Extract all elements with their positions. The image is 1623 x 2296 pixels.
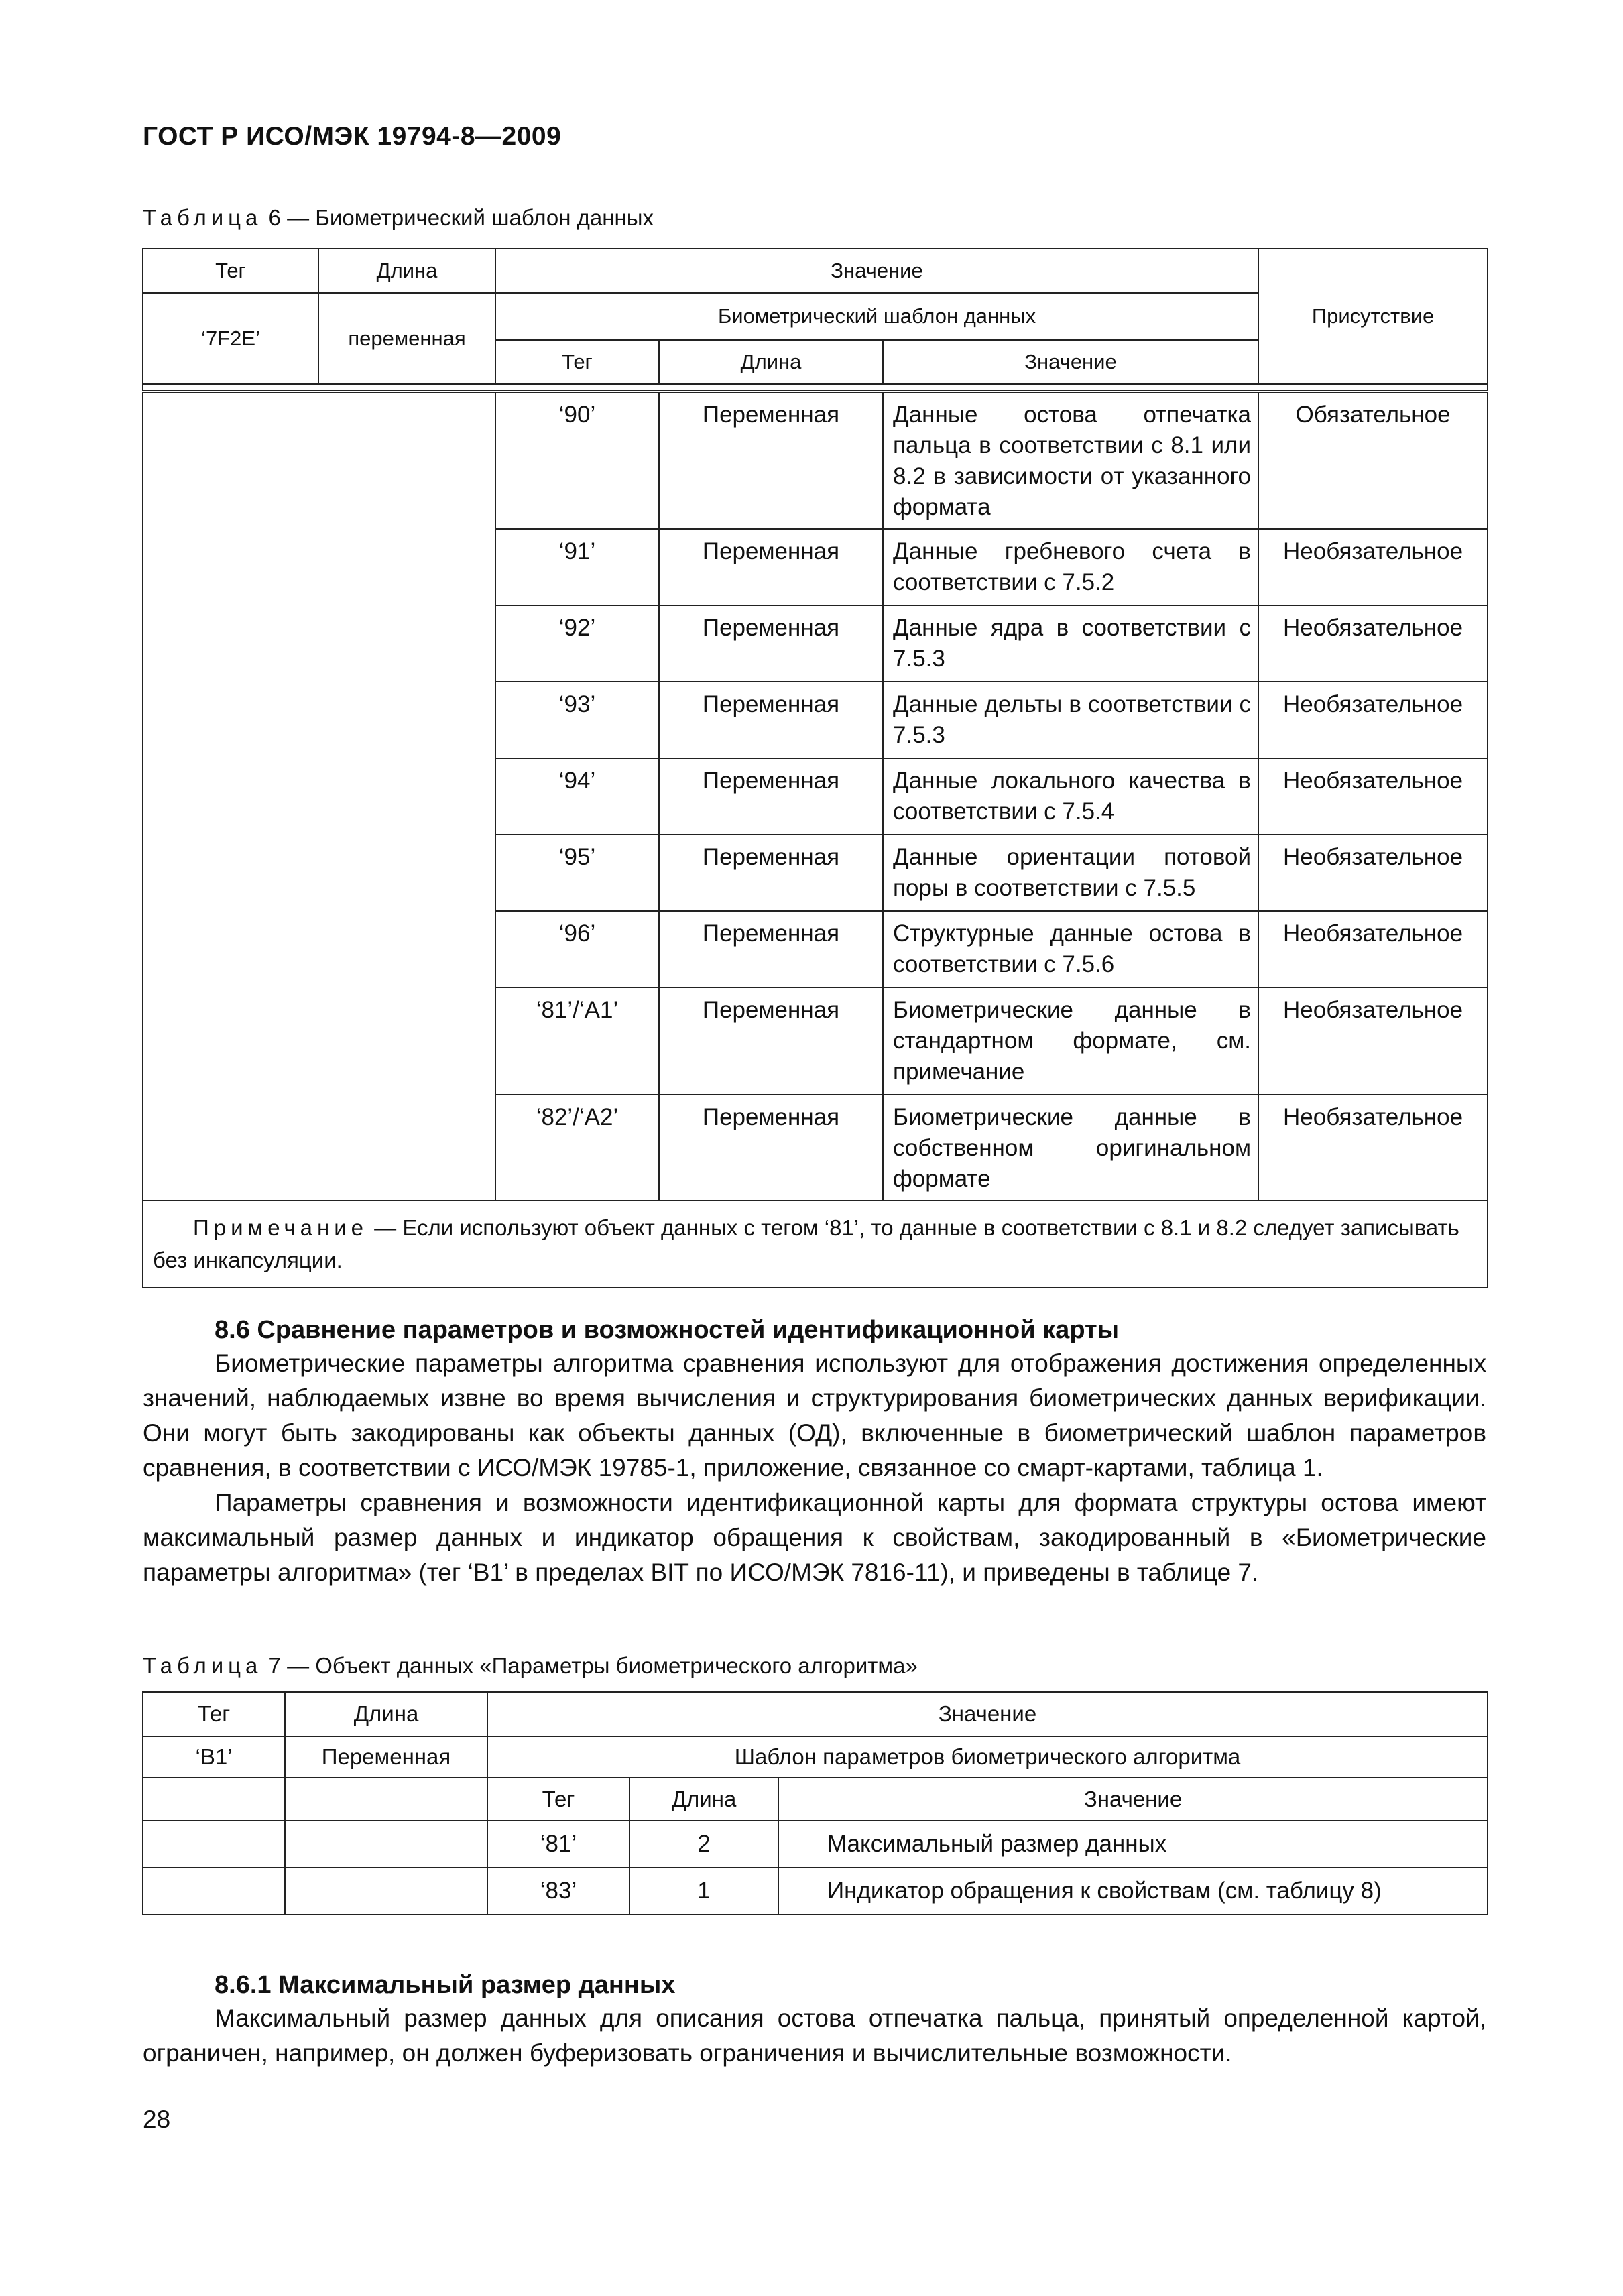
table6 [142, 248, 1488, 1288]
row-tag: ‘81’ [487, 1821, 629, 1868]
row-tag: ‘93’ [495, 682, 659, 758]
table7-empty-cell [143, 1821, 285, 1868]
row-value: Данные гребневого счета в соответствии с 7.5.2 [883, 529, 1258, 605]
table6-empty-cell [143, 391, 495, 1201]
table7-template-title: Шаблон параметров биометрического алгоритма [487, 1736, 1488, 1778]
row-presence: Обязательное [1258, 391, 1488, 529]
note-text: — Если используют объект данных с тегом ‘81’, то данные в соответствии с 8.1 и 8.2 следует записывать без инкапсуляции. [153, 1215, 1459, 1272]
table7-head-value: Значение [487, 1692, 1488, 1736]
table7-inner-value: Значение [778, 1778, 1488, 1821]
table6-head-value: Значение [495, 249, 1258, 293]
row-value: Биометрические данные в стандартном формате, см. примечание [883, 987, 1258, 1095]
table7-outer-length: Переменная [285, 1736, 487, 1778]
row-tag: ‘82’/‘A2’ [495, 1095, 659, 1201]
row-value: Данные дельты в соответствии с 7.5.3 [883, 682, 1258, 758]
table7-empty-cell [143, 1778, 285, 1821]
table6-caption-word: Таблица [143, 205, 263, 230]
row-value: Максимальный размер данных [778, 1821, 1488, 1868]
row-presence: Необязательное [1258, 987, 1488, 1095]
row-presence: Необязательное [1258, 682, 1488, 758]
row-tag: ‘96’ [495, 911, 659, 987]
row-length: Переменная [659, 682, 883, 758]
row-presence: Необязательное [1258, 758, 1488, 835]
row-presence: Необязательное [1258, 911, 1488, 987]
row-length: Переменная [659, 391, 883, 529]
table6-inner-tag: Тег [495, 340, 659, 384]
row-length: Переменная [659, 911, 883, 987]
row-tag: ‘90’ [495, 391, 659, 529]
table-row [143, 391, 1488, 529]
table6-template-title: Биометрический шаблон данных [495, 293, 1258, 340]
row-value: Данные остова отпечатка пальца в соответствии с 8.1 или 8.2 в зависимости от указанного формата [883, 391, 1258, 529]
row-value: Индикатор обращения к свойствам (см. таблицу 8) [778, 1868, 1488, 1915]
table6-caption [143, 205, 654, 231]
row-length: Переменная [659, 605, 883, 682]
row-length: 1 [629, 1868, 778, 1915]
table7-empty-cell [143, 1868, 285, 1915]
table7-caption-word: Таблица [143, 1653, 263, 1678]
row-presence: Необязательное [1258, 1095, 1488, 1201]
table-row [143, 1868, 1488, 1915]
row-value: Биометрические данные в собственном оригинальном формате [883, 1095, 1258, 1201]
row-tag: ‘94’ [495, 758, 659, 835]
row-tag: ‘81’/‘A1’ [495, 987, 659, 1095]
row-length: Переменная [659, 1095, 883, 1201]
table6-inner-value: Значение [883, 340, 1258, 384]
table6-header-separator [143, 384, 1488, 391]
table7-empty-cell [285, 1778, 487, 1821]
row-presence: Необязательное [1258, 835, 1488, 911]
row-tag: ‘83’ [487, 1868, 629, 1915]
row-presence: Необязательное [1258, 605, 1488, 682]
table7-outer-tag: ‘B1’ [143, 1736, 285, 1778]
table7-caption [143, 1653, 918, 1679]
row-tag: ‘92’ [495, 605, 659, 682]
table6-caption-text: 6 — Биометрический шаблон данных [262, 205, 654, 230]
row-length: Переменная [659, 987, 883, 1095]
table6-head-length: Длина [318, 249, 495, 293]
table7-empty-cell [285, 1868, 487, 1915]
section-8-6-heading: 8.6 Сравнение параметров и возможностей идентификационной карты [215, 1316, 1120, 1344]
document-header: ГОСТ Р ИСО/МЭК 19794-8—2009 [143, 122, 562, 151]
row-value: Данные ориентации потовой поры в соответствии с 7.5.5 [883, 835, 1258, 911]
table7-head-tag: Тег [143, 1692, 285, 1736]
table6-head-presence: Присутствие [1258, 249, 1488, 384]
row-value: Данные ядра в соответствии с 7.5.3 [883, 605, 1258, 682]
table7-inner-tag: Тег [487, 1778, 629, 1821]
row-tag: ‘95’ [495, 835, 659, 911]
table7-caption-text: 7 — Объект данных «Параметры биометрического алгоритма» [262, 1653, 918, 1678]
table6-outer-tag: ‘7F2E’ [143, 293, 318, 384]
table7-head-length: Длина [285, 1692, 487, 1736]
row-presence: Необязательное [1258, 529, 1488, 605]
table6-note [143, 1201, 1488, 1288]
note-word: Примечание [193, 1215, 369, 1240]
row-value: Данные локального качества в соответствии с 7.5.4 [883, 758, 1258, 835]
section-8-6-body [143, 1346, 1486, 1590]
row-length: Переменная [659, 835, 883, 911]
section-8-6-1-heading: 8.6.1 Максимальный размер данных [215, 1971, 676, 1999]
table-row [143, 1821, 1488, 1868]
row-tag: ‘91’ [495, 529, 659, 605]
paragraph: Биометрические параметры алгоритма сравнения используют для отображения достижения определенных значений, наблюдаемых извне во время вычисления и структурирования биометрических данных верификации. Они могут быть закодированы как объекты данных (ОД), включенные в биометрический шаблон параметров сравнения, в соответствии с ИСО/МЭК 19785-1, приложение, связанное со смарт-картами, таблица 1. [143, 1349, 1486, 1482]
table6-head-tag: Тег [143, 249, 318, 293]
paragraph: Максимальный размер данных для описания остова отпечатка пальца, принятый определенной картой, ограничен, например, он должен буферизовать ограничения и вычислительные возможности. [143, 2004, 1486, 2067]
row-length: 2 [629, 1821, 778, 1868]
table7-inner-length: Длина [629, 1778, 778, 1821]
table7 [142, 1691, 1488, 1915]
table6-outer-length: переменная [318, 293, 495, 384]
table6-inner-length: Длина [659, 340, 883, 384]
table7-empty-cell [285, 1821, 487, 1868]
row-length: Переменная [659, 758, 883, 835]
row-value: Структурные данные остова в соответствии с 7.5.6 [883, 911, 1258, 987]
page-number: 28 [143, 2106, 171, 2133]
section-8-6-1-body [143, 2001, 1486, 2071]
paragraph: Параметры сравнения и возможности идентификационной карты для формата структуры остова имеют максимальный размер данных и индикатор обращения к свойствам, закодированный в «Биометрические параметры алгоритма» (тег ‘B1’ в пределах BIT по ИСО/МЭК 7816-11), и приведены в таблице 7. [143, 1489, 1486, 1586]
row-length: Переменная [659, 529, 883, 605]
